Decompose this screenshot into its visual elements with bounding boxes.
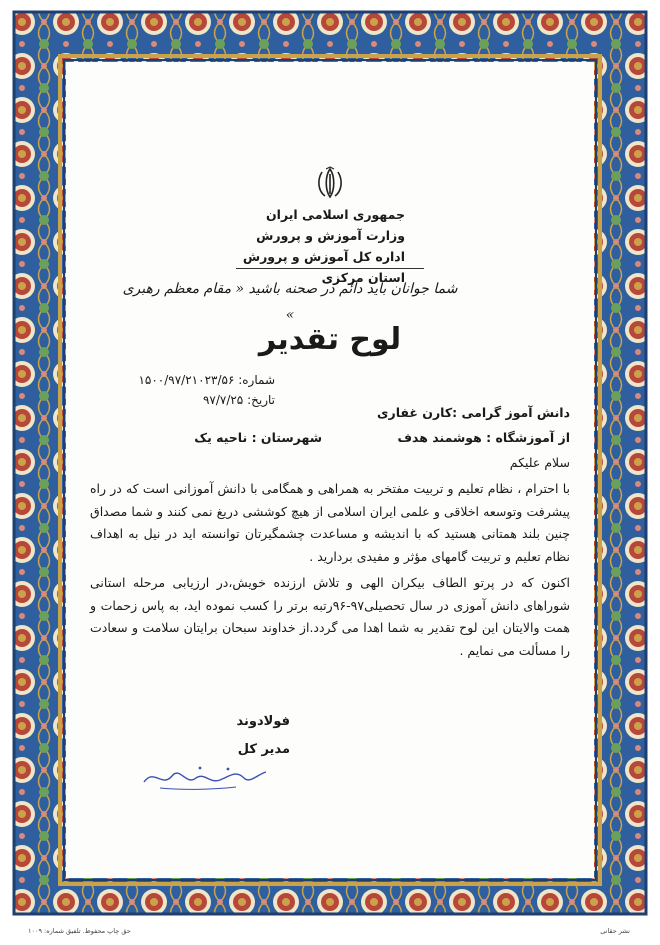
footer-publisher: نشر حقانی <box>600 927 630 935</box>
date-value: ۹۷/۷/۲۵ <box>202 393 244 407</box>
school-line <box>370 428 570 448</box>
motto: شما جوانان باید دائم در صحنه باشید « مقام معظم رهبری » <box>122 281 458 323</box>
date-label: تاریخ: <box>247 393 275 407</box>
signatory-role: مدیر کل <box>237 742 290 757</box>
header-department: اداره کل آموزش و پرورش استان مرکزی <box>242 249 405 285</box>
iran-emblem-icon <box>313 166 347 200</box>
city-label: شهرستان : <box>251 430 322 445</box>
city-name: ناحیه یک <box>194 430 248 445</box>
certificate-title: لوح تقدیر <box>258 322 402 357</box>
recipient-line <box>370 403 570 423</box>
recipient-label: دانش آموز گرامی : <box>452 405 570 420</box>
school-label: از آموزشگاه : <box>486 430 570 445</box>
number-value: ۱۵۰۰/۹۷/۲۱۰۲۳/۵۶ <box>138 373 235 387</box>
greeting: سلام علیکم <box>509 455 570 470</box>
handwritten-signature <box>140 760 270 794</box>
letter-date <box>85 390 275 410</box>
school-name: هوشمند هدف <box>397 430 482 445</box>
body-paragraph-2: اکنون که در پرتو الطاف بیکران الهی و تلاش ارزنده خویش،در ارزیابی مرحله استانی شوراهای دانش آموزی در سال تحصیلی۹۷-۹۶رتبه برتر را کسب نموده اید، به پاس زحمات و همت والایتان این لوح تقدیر به شما اهدا می گردد.از خداوند سبحان برایتان سلامت و سعادت را مسألت می نمایم . <box>90 575 571 658</box>
signatory-name: فولادوند <box>236 714 290 729</box>
certificate-body <box>90 478 570 666</box>
header-ministry: وزارت آموزش و پرورش <box>256 228 405 243</box>
city-line <box>162 428 322 448</box>
letter-number <box>85 370 275 390</box>
recipient-name: کارن غفاری <box>377 405 453 420</box>
document-meta <box>85 370 275 410</box>
header-divider <box>236 268 424 269</box>
footer-print-note: حق چاپ محفوظ. تلفیق شماره: ۱۰۰۹ <box>28 927 131 935</box>
number-label: شماره: <box>238 373 275 387</box>
body-paragraph-1: با احترام ، نظام تعلیم و تربیت مفتخر به همراهی و همگامی با دانش آموزانی است که در راه پیشرفت وتوسعه اخلاقی و علمی ایران اسلامی از هیچ کوششی دریغ نمی کنند و شما مصداق چنین بلند همتانی هستید که با اندیشه و مساعدت چشمگیرتان توانسته اید در نیل به اهداف نظام تعلیم و تربیت گامهای مؤثر و مفیدی بردارید . <box>90 481 570 564</box>
header-country: جمهوری اسلامی ایران <box>266 207 405 222</box>
